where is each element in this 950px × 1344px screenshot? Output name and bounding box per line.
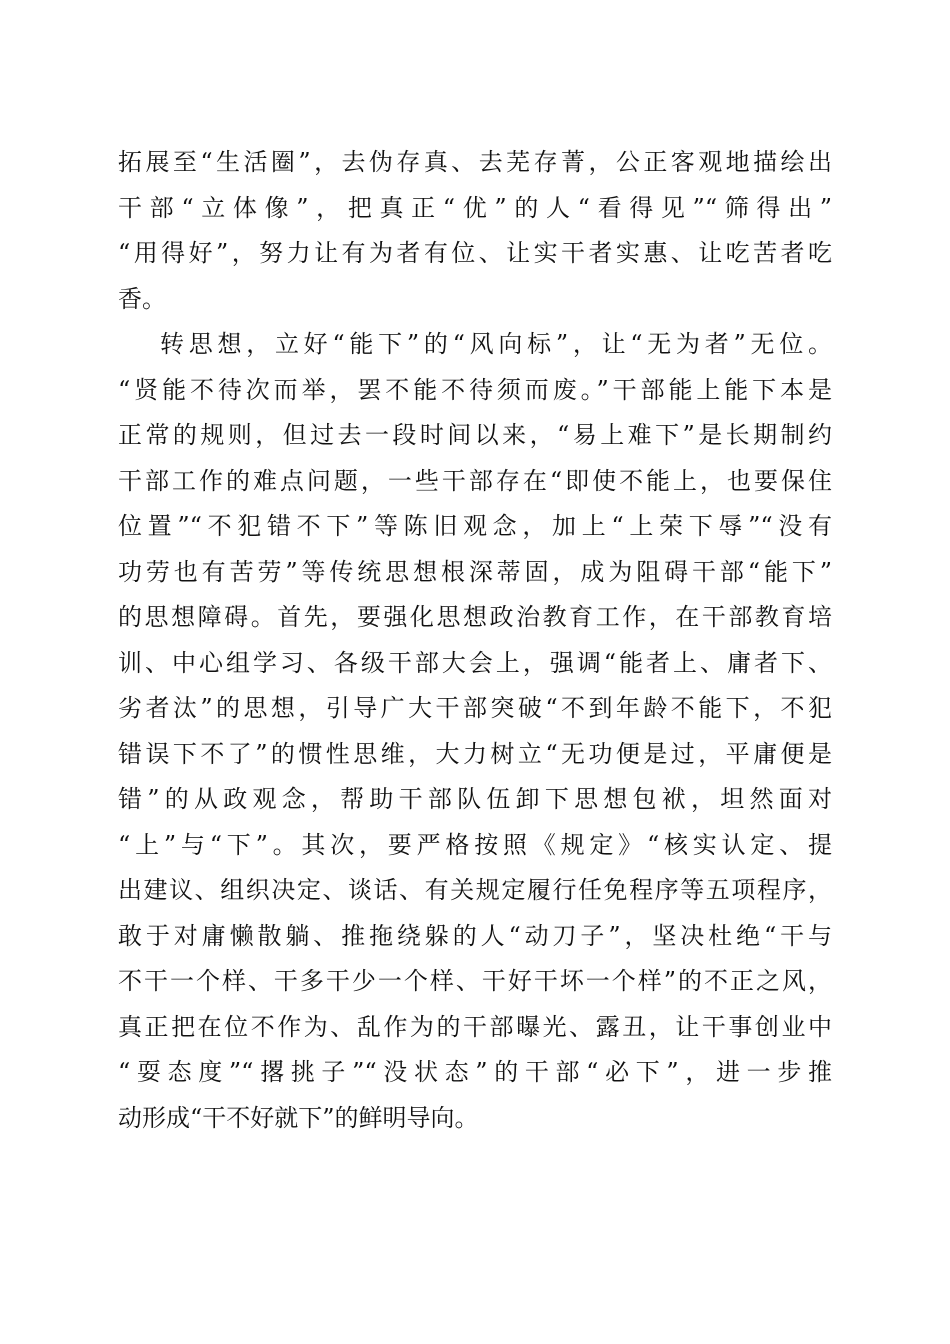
text-line: 不干一个样、干多干少一个样、干好干坏一个样”的不正之风， [118,967,832,995]
text-line: 干部“立体像”，把真正“优”的人“看得见”“筛得出” [118,193,832,222]
text-line: “用得好”，努力让有为者有位、让实干者实惠、让吃苦者吃 [118,239,832,267]
document-body [118,140,832,1141]
text-line: 敢于对庸懒散躺、推拖绕躲的人“动刀子”，坚决杜绝“干与 [118,921,832,950]
text-line: 错误下不了”的惯性思维，大力树立“无功便是过，平庸便是 [118,739,832,768]
text-line: 动形成“干不好就下”的鲜明导向。 [118,1103,479,1132]
text-line: 功劳也有苦劳”等传统思想根深蒂固，成为阻碍干部“能下” [118,557,832,586]
text-line: “上”与“下”。其次，要严格按照《规定》“核实认定、提 [118,830,832,859]
text-line: 拓展至“生活圈”，去伪存真、去芜存菁，公正客观地描绘出 [118,148,832,176]
paragraph-first-line: 转思想，立好“能下”的“风向标”，让“无为者”无位。 [160,330,832,358]
text-line: 错”的从政观念，帮助干部队伍卸下思想包袱，坦然面对 [118,785,832,813]
text-line: “耍态度”“撂挑子”“没状态”的干部“必下”，进一步推 [118,1058,832,1086]
text-line: 真正把在位不作为、乱作为的干部曝光、露丑，让干事创业中 [118,1012,832,1041]
text-line: 劣者汰”的思想，引导广大干部突破“不到年龄不能下，不犯 [118,694,832,722]
text-line: 正常的规则，但过去一段时间以来，“易上难下”是长期制约 [118,421,832,449]
text-line: 干部工作的难点问题，一些干部存在“即使不能上，也要保住 [118,466,832,495]
text-line: 出建议、组织决定、谈话、有关规定履行任免程序等五项程序， [118,876,832,904]
text-line: 训、中心组学习、各级干部大会上，强调“能者上、庸者下、 [118,648,832,677]
text-line: “贤能不待次而举，罢不能不待须而废。”干部能上能下本是 [118,375,832,404]
text-line: 的思想障碍。首先，要强化思想政治教育工作，在干部教育培 [118,603,832,631]
text-line: 香。 [118,284,166,313]
text-line: 位置”“不犯错不下”等陈旧观念，加上“上荣下辱”“没有 [118,512,832,540]
